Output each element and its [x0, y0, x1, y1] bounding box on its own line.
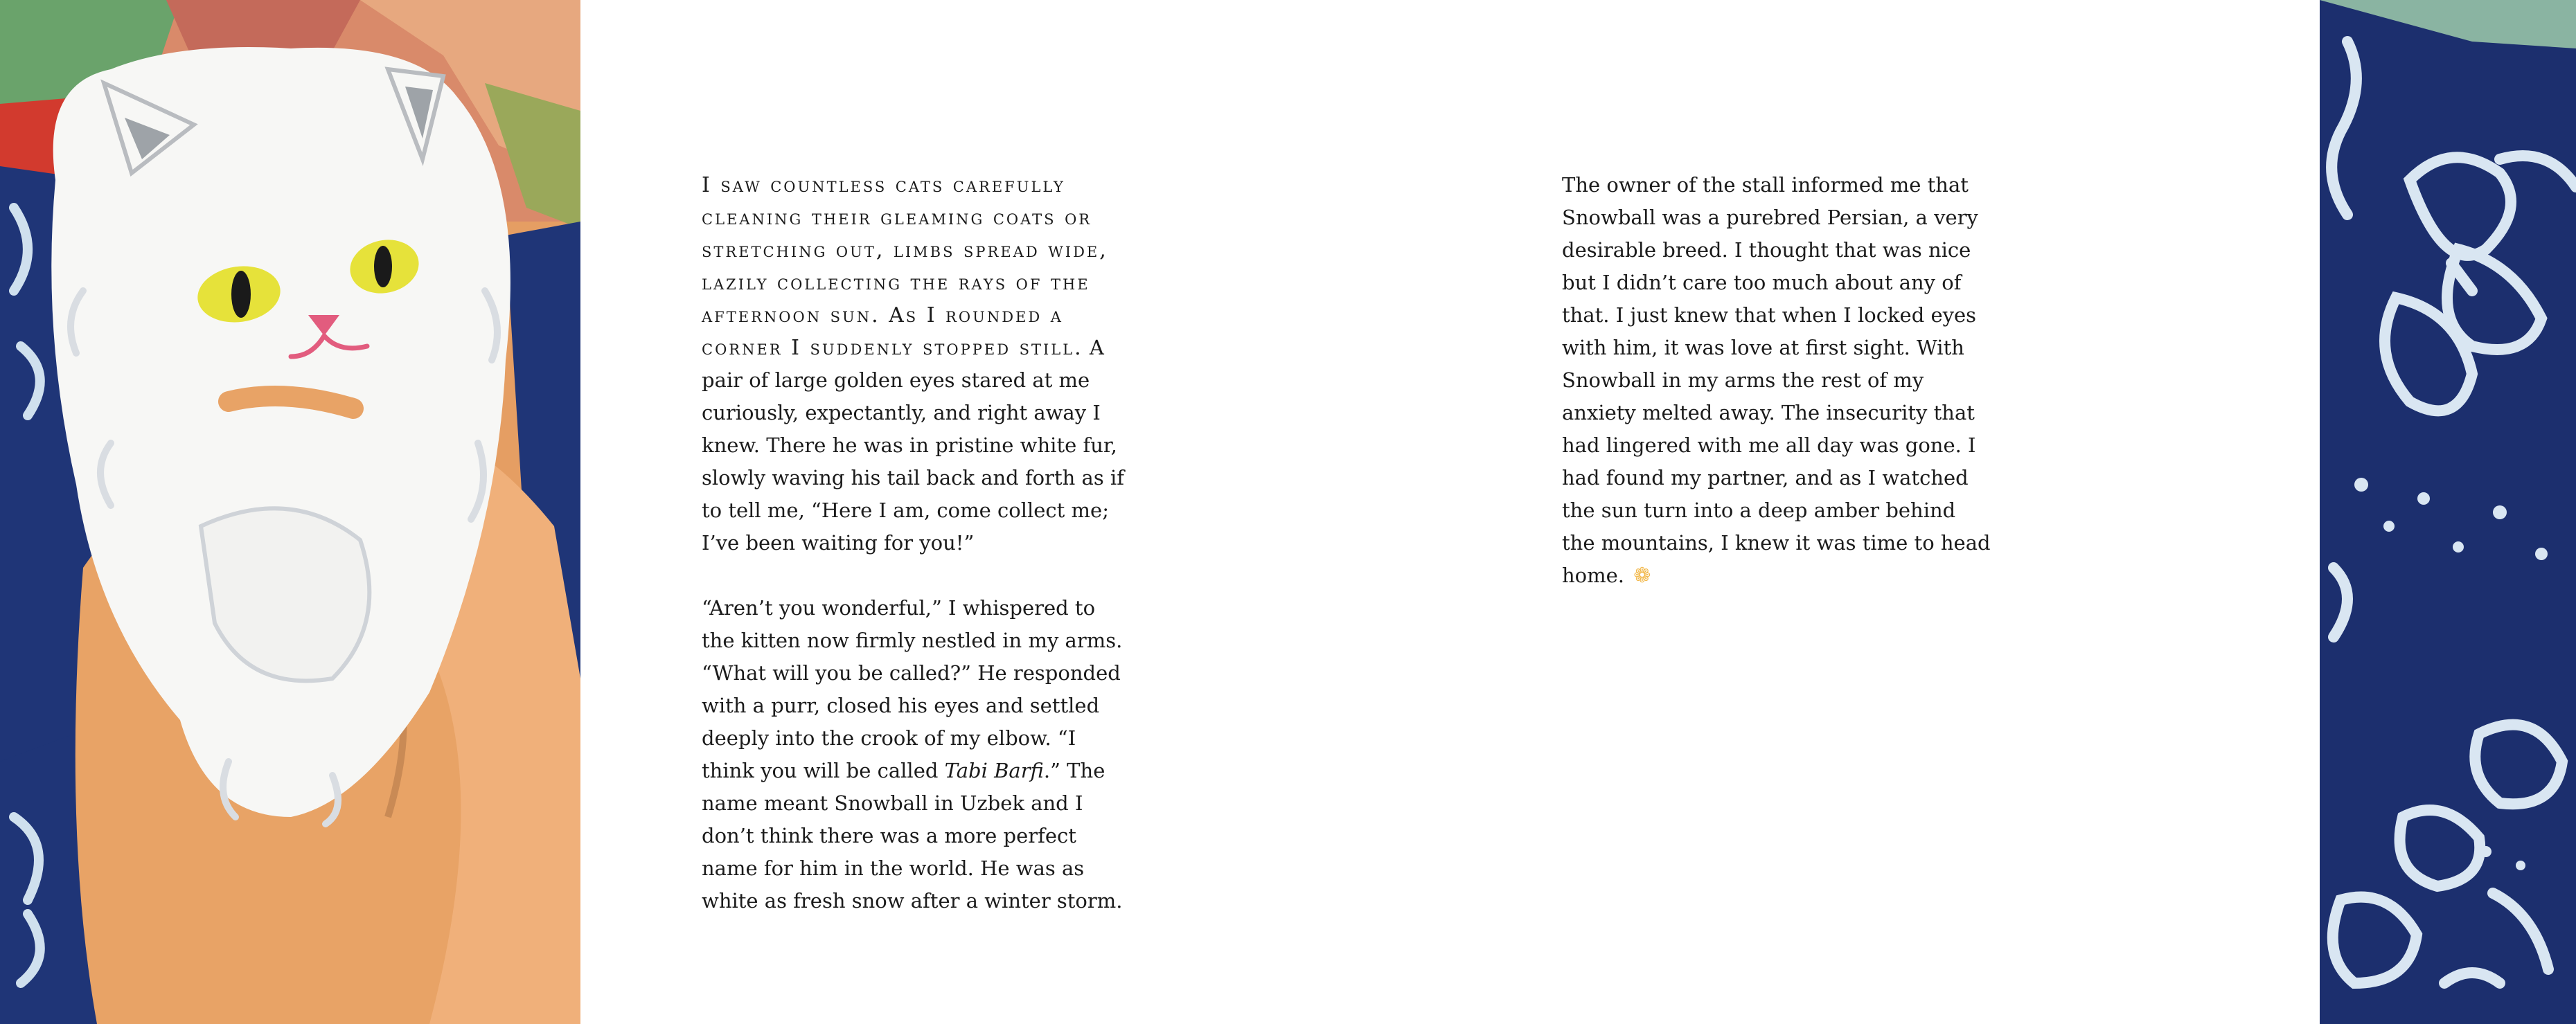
- paragraph-2-italic-name: Tabi Barfi: [944, 759, 1044, 782]
- floral-pattern-image: [2320, 0, 2576, 1024]
- left-page-text: [702, 169, 1131, 917]
- paragraph-2-before-italic: “Aren’t you wonderful,” I whispered to the kitten now firmly nestled in my arms. “What will you be called?” He responded with a purr, closed his eyes and settled deeply into the crook of my elbow. “I think you will be called: [702, 596, 1123, 782]
- flower-ornament-icon: ❁: [1633, 564, 1651, 588]
- right-paragraph-1-text: The owner of the stall informed me that Snowball was a purebred Persian, a very desirable breed. I thought that was nice but I didn’t care too much about any of that. I just knew that when I locked eyes with him, it was love at first sight. With Snowball in my arms the rest of my anxiety melted away. The insecurity that had lingered with me all day was gone. I had found my partner, and as I watched the sun turn into a deep amber behind the mountains, I knew it was time to head home.: [1562, 173, 1991, 587]
- paragraph-2-after-italic: .” The name meant Snowball in Uzbek and I don’t think there was a more perfect name for him in the world. He was as white as fresh snow after a winter storm.: [702, 759, 1123, 913]
- left-paragraph-2: [702, 592, 1131, 917]
- left-paragraph-1: [702, 169, 1131, 559]
- cat-illustration: [0, 0, 580, 1024]
- right-page-text: [1562, 169, 1991, 592]
- paragraph-1-body: A pair of large golden eyes stared at me curiously, expectantly, and right away I knew. There he was in pristine white fur, slowly waving his tail back and forth as if to tell me, “Here I am, come collect me; I’ve been waiting for you!”: [702, 336, 1124, 555]
- floral-pattern-illustration: [2320, 0, 2576, 1024]
- right-paragraph-1: [1562, 169, 1991, 592]
- opening-smallcaps-text: I saw countless cats carefully cleaning their gleaming coats or stretching out, limbs spread wide, lazily collecting the rays of the afternoon sun. As I rounded a corner I suddenly stopped still.: [702, 173, 1108, 360]
- cat-painting-image: [0, 0, 580, 1024]
